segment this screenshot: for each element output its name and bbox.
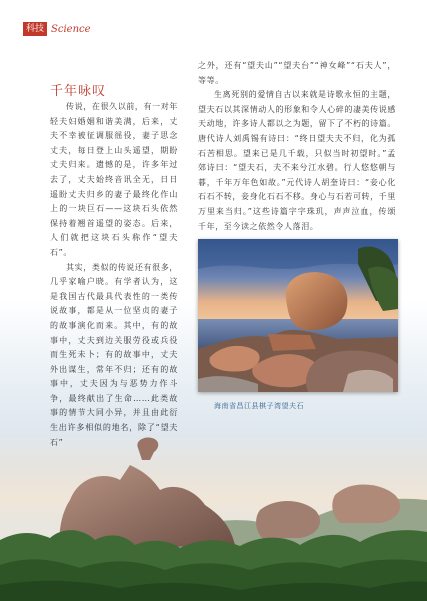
article-column-left [50, 100, 178, 450]
mountain-landscape-photo [0, 420, 427, 601]
mountain-forest-illustration [0, 420, 427, 601]
section-tag: 科技 [23, 22, 47, 36]
wangfu-rock-photo [198, 239, 398, 392]
article-column-right [198, 59, 396, 234]
paragraph: 传说，在很久以前，有一对年轻夫妇婚姻和谐美满，后来，丈夫不幸被征调服徭役，妻子思念丈夫，每日登上山头遥望，期盼丈夫归来。遗憾的是，许多年过去了，丈夫始终音讯全无，日日遥盼丈夫归乡的妻子最终化作山上的一块巨石——这块石头依然保持着翘首遥望的姿态。后来，人们就把这块石头称作“望夫石”。 [50, 102, 178, 257]
photo-caption: 海南省昌江县棋子湾望夫石 [214, 402, 304, 410]
paragraph: 生离死别的爱情自古以来就是诗歌永恒的主题，望夫石以其深情动人的形象和令人心碎的凄美传说感天动地，许多诗人都以之为题，留下了不朽的诗篇。唐代诗人刘禹锡有诗曰：“终日望夫夫不归，化为孤石苦相思。望来已是几千载，只似当时初望时。”孟郊诗曰：“望夫石，夫不来兮江水碧。行人悠悠朝与暮，千年万年色如故。”元代诗人胡奎诗曰：“妾心化石石不转，妾身化石石不移。身心与石若可转，千里万里来当归。”这些诗篇字字珠玑，声声泣血，传颂千年，至今读之依然令人落泪。 [198, 90, 396, 231]
article-title: 千年咏叹 [50, 84, 107, 99]
section-header [23, 22, 91, 36]
paragraph: 其实，类似的传说还有很多，几乎家喻户晓。有学者认为，这是我国古代最具代表性的一类传说故事，都是从一位坚贞的妻子的故事演化而来。其中，有的故事中，丈夫到边关服劳役或兵役而生死未卜；有的故事中，丈夫外出谋生，常年不归；还有的故事中，丈夫因为与恶势力作斗争，最终献出了生命……此类故事的情节大同小异，并且由此衍生出许多相似的地名，除了“望夫石” [50, 262, 178, 447]
paragraph: 之外，还有“望夫山”“望夫台”“神女峰”“石夫人”，等等。 [198, 61, 396, 85]
section-subtitle: Science [51, 23, 91, 35]
sunset-rock-illustration [198, 239, 398, 392]
